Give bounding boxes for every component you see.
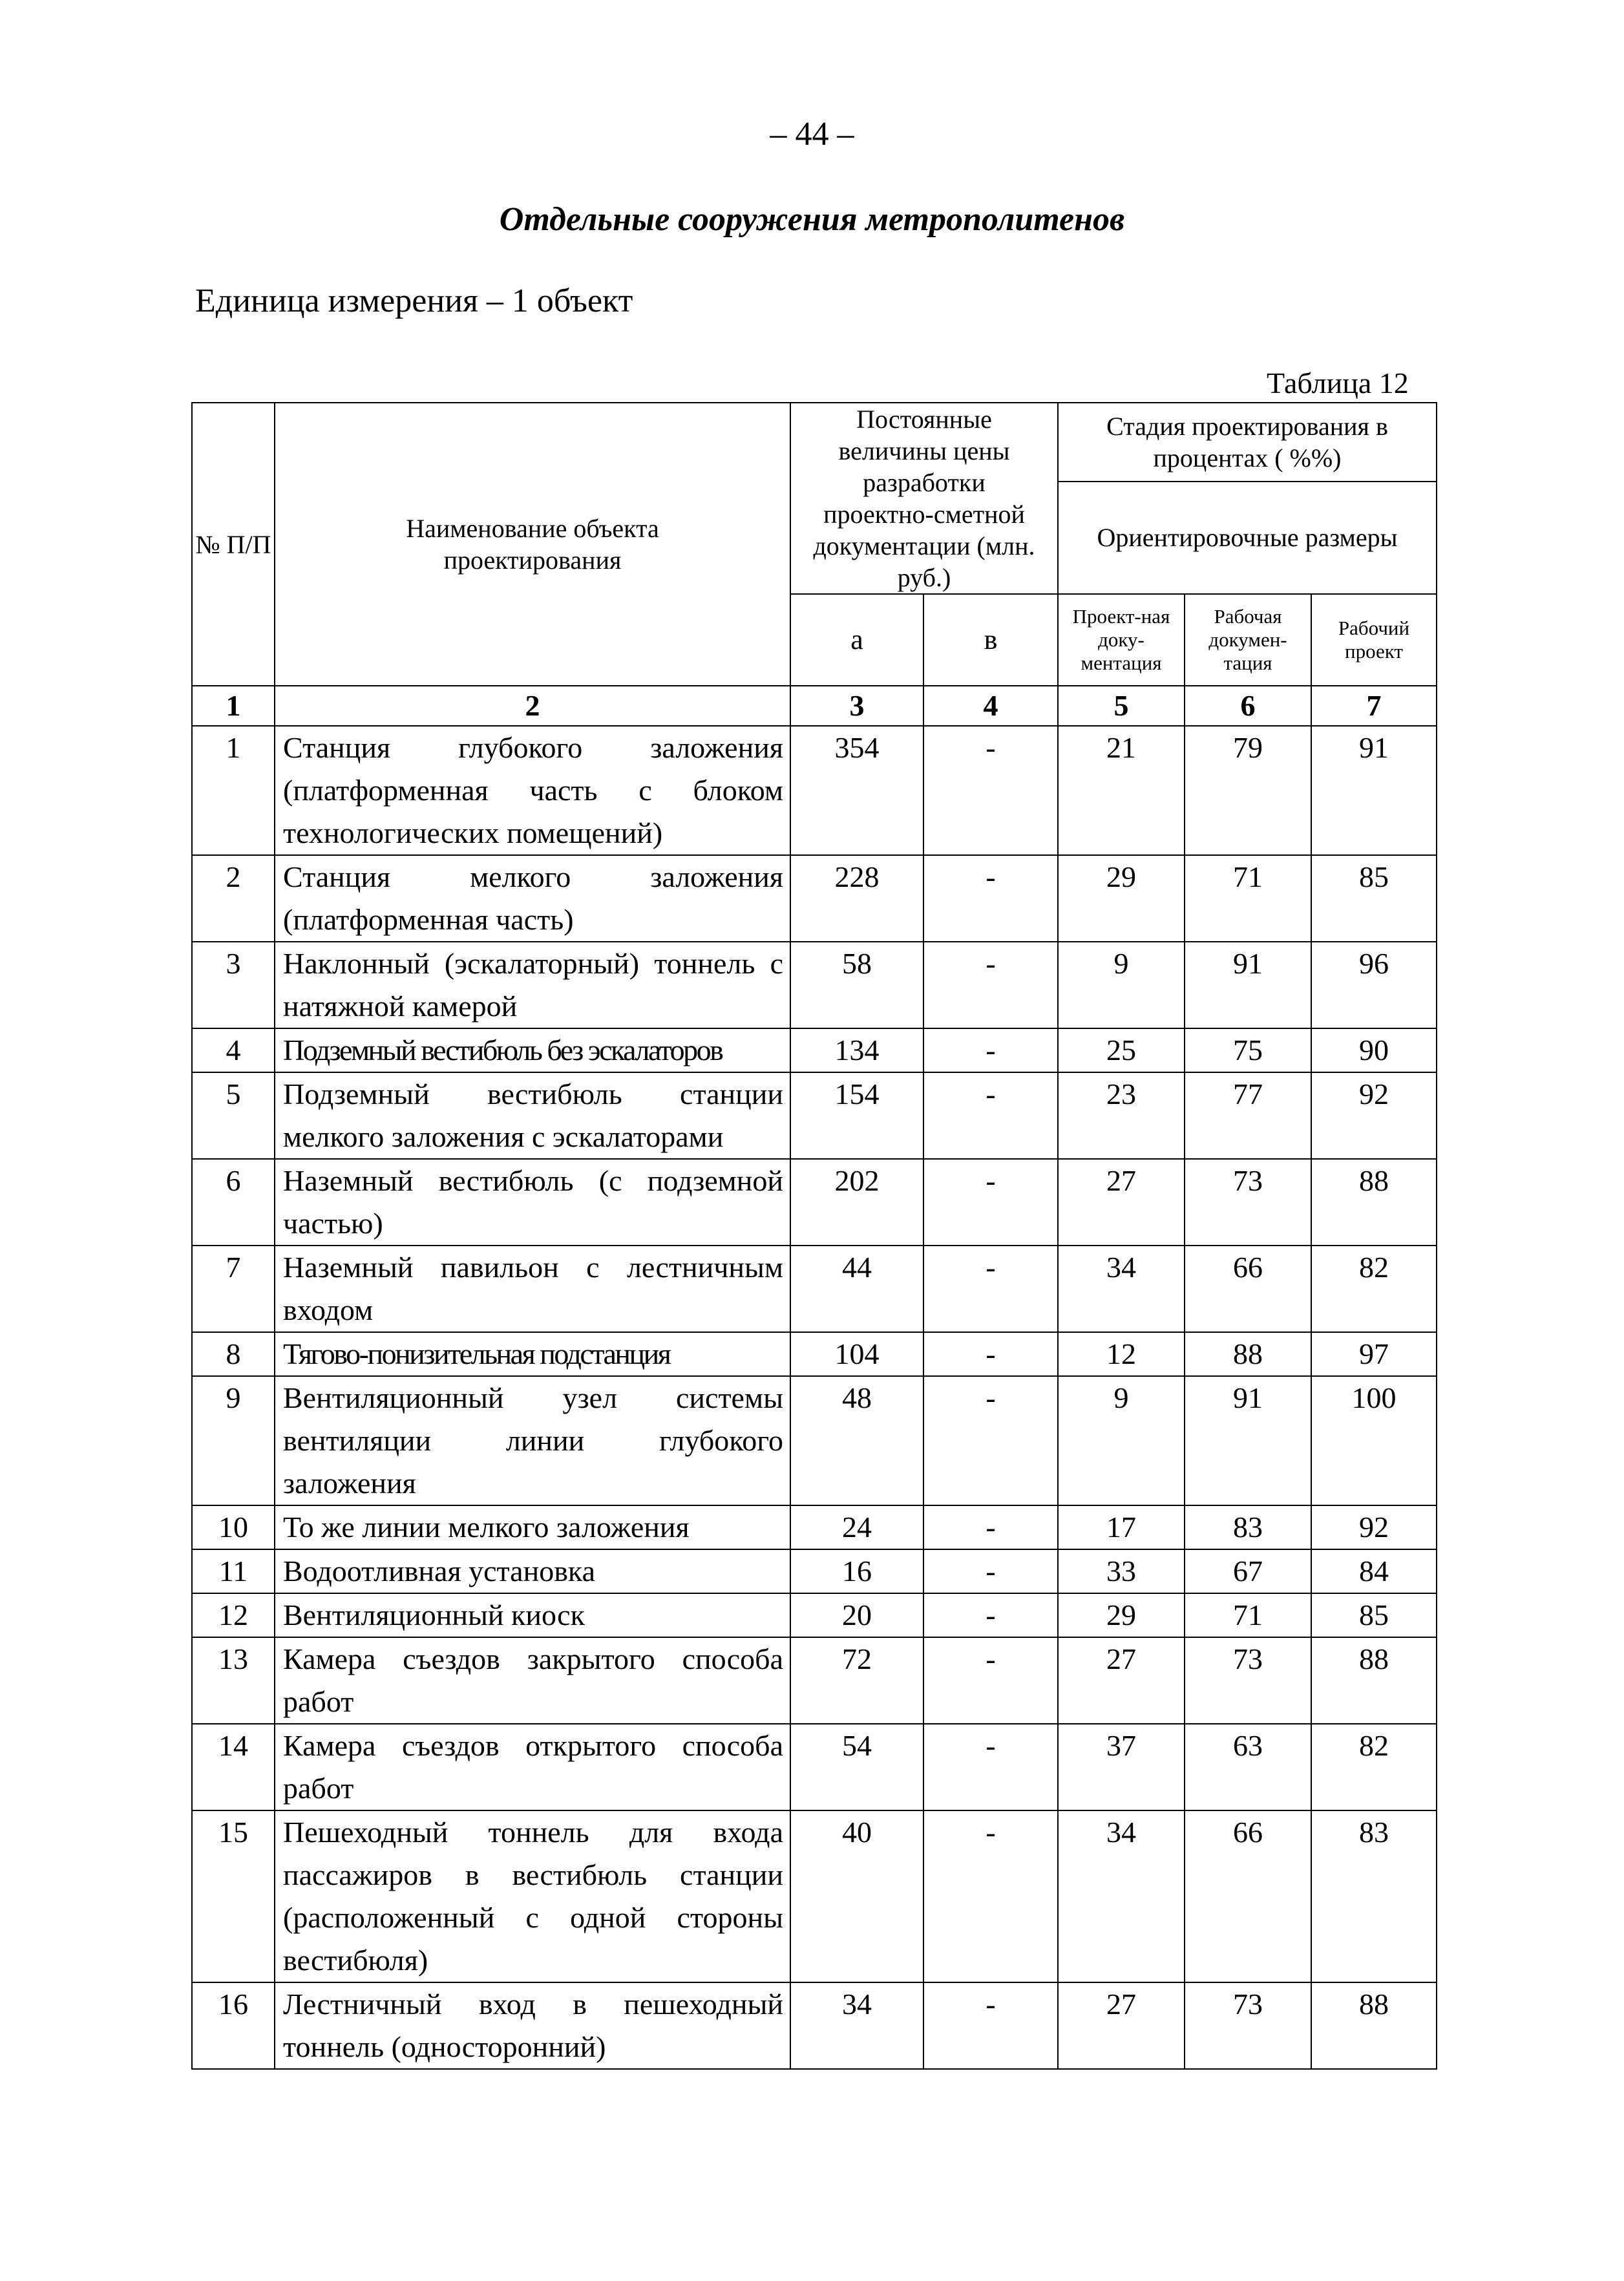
table-row — [192, 1246, 1437, 1332]
header-number: № П/П — [192, 403, 275, 686]
header-project-docs — [1058, 594, 1185, 686]
header-object-name — [275, 403, 790, 686]
value-v: - — [923, 726, 1058, 855]
object-name: Станция глубокого заложения (платформенная часть с блоком технологических помещений) — [275, 726, 790, 855]
value-working-docs: 83 — [1185, 1505, 1311, 1549]
value-project-docs: 27 — [1058, 1159, 1185, 1246]
value-working-project: 85 — [1311, 855, 1437, 942]
object-name: Пешеходный тоннель для входа пассажиров в вестибюль станции (расположенный с одной стороны вестибюля) — [275, 1810, 790, 1982]
value-project-docs: 34 — [1058, 1246, 1185, 1332]
table-row — [192, 1810, 1437, 1982]
value-a: 20 — [790, 1593, 923, 1637]
object-name: Наземный павильон с лестничным входом — [275, 1246, 790, 1332]
object-name: Наземный вестибюль (с подземной частью) — [275, 1159, 790, 1246]
object-name: Подземный вестибюль без эскалаторов — [275, 1028, 790, 1072]
row-number: 5 — [192, 1072, 275, 1159]
table-row — [192, 726, 1437, 855]
section-title: Отдельные сооружения метрополитенов — [499, 201, 1125, 238]
value-working-docs: 91 — [1185, 1376, 1311, 1505]
row-number: 14 — [192, 1724, 275, 1810]
value-working-project: 96 — [1311, 942, 1437, 1028]
table-row — [192, 1072, 1437, 1159]
column-number: 7 — [1311, 686, 1437, 726]
row-number: 15 — [192, 1810, 275, 1982]
header-col-v: в — [923, 594, 1058, 686]
table-row — [192, 1724, 1437, 1810]
table-row — [192, 942, 1437, 1028]
value-v: - — [923, 1332, 1058, 1376]
value-working-project: 91 — [1311, 726, 1437, 855]
value-project-docs: 34 — [1058, 1810, 1185, 1982]
value-working-docs: 88 — [1185, 1332, 1311, 1376]
object-name: Камера съездов открытого способа работ — [275, 1724, 790, 1810]
value-a: 24 — [790, 1505, 923, 1549]
value-v: - — [923, 1072, 1058, 1159]
header-col-a: а — [790, 594, 923, 686]
column-number: 5 — [1058, 686, 1185, 726]
value-a: 16 — [790, 1549, 923, 1593]
row-number: 9 — [192, 1376, 275, 1505]
object-name: Станция мелкого заложения (платформенная часть) — [275, 855, 790, 942]
value-working-docs: 67 — [1185, 1549, 1311, 1593]
value-a: 34 — [790, 1982, 923, 2069]
value-working-project: 84 — [1311, 1549, 1437, 1593]
design-cost-table — [191, 402, 1437, 2070]
value-project-docs: 9 — [1058, 942, 1185, 1028]
value-working-project: 97 — [1311, 1332, 1437, 1376]
value-project-docs: 27 — [1058, 1982, 1185, 2069]
object-name: Камера съездов закрытого способа работ — [275, 1637, 790, 1724]
header-constant-values — [790, 403, 1058, 594]
value-working-project: 88 — [1311, 1159, 1437, 1246]
value-working-docs: 73 — [1185, 1159, 1311, 1246]
value-working-project: 92 — [1311, 1072, 1437, 1159]
row-number: 13 — [192, 1637, 275, 1724]
value-working-project: 82 — [1311, 1246, 1437, 1332]
value-project-docs: 29 — [1058, 1593, 1185, 1637]
value-working-docs: 63 — [1185, 1724, 1311, 1810]
value-a: 354 — [790, 726, 923, 855]
value-project-docs: 33 — [1058, 1549, 1185, 1593]
value-project-docs: 12 — [1058, 1332, 1185, 1376]
value-working-project: 88 — [1311, 1637, 1437, 1724]
header-constant-values-text: Постоянные величины цены разработки проектно-сметной документации (млн. руб.) — [813, 405, 1035, 592]
value-v: - — [923, 855, 1058, 942]
value-working-project: 88 — [1311, 1982, 1437, 2069]
value-v: - — [923, 1246, 1058, 1332]
object-name: То же линии мелкого заложения — [275, 1505, 790, 1549]
row-number: 1 — [192, 726, 275, 855]
value-a: 48 — [790, 1376, 923, 1505]
value-project-docs: 25 — [1058, 1028, 1185, 1072]
value-a: 72 — [790, 1637, 923, 1724]
value-v: - — [923, 1982, 1058, 2069]
table-row — [192, 1593, 1437, 1637]
value-working-docs: 71 — [1185, 1593, 1311, 1637]
header-project-docs-text: Проект-ная доку-ментация — [1072, 605, 1170, 674]
value-working-docs: 75 — [1185, 1028, 1311, 1072]
value-project-docs: 9 — [1058, 1376, 1185, 1505]
value-working-project: 90 — [1311, 1028, 1437, 1072]
header-design-stage-text: Стадия проектирования в процентах ( %%) — [1106, 411, 1388, 472]
row-number: 12 — [192, 1593, 275, 1637]
column-number: 3 — [790, 686, 923, 726]
header-working-project — [1311, 594, 1437, 686]
value-v: - — [923, 942, 1058, 1028]
value-working-docs: 71 — [1185, 855, 1311, 942]
column-number: 1 — [192, 686, 275, 726]
page-number: – 44 – — [770, 116, 854, 153]
table-row — [192, 855, 1437, 942]
row-number: 16 — [192, 1982, 275, 2069]
column-number: 4 — [923, 686, 1058, 726]
object-name: Вентиляционный киоск — [275, 1593, 790, 1637]
table-row — [192, 1982, 1437, 2069]
header-approx-sizes: Ориентировочные размеры — [1058, 482, 1437, 594]
unit-of-measure: Единица измерения – 1 объект — [195, 282, 633, 319]
value-working-docs: 79 — [1185, 726, 1311, 855]
value-project-docs: 17 — [1058, 1505, 1185, 1549]
value-a: 44 — [790, 1246, 923, 1332]
value-v: - — [923, 1159, 1058, 1246]
row-number: 2 — [192, 855, 275, 942]
value-working-docs: 73 — [1185, 1637, 1311, 1724]
table-row — [192, 1637, 1437, 1724]
value-v: - — [923, 1549, 1058, 1593]
value-working-docs: 91 — [1185, 942, 1311, 1028]
table-row — [192, 1376, 1437, 1505]
row-number: 10 — [192, 1505, 275, 1549]
row-number: 4 — [192, 1028, 275, 1072]
object-name: Тягово-понизительная подстанция — [275, 1332, 790, 1376]
header-object-name-text: Наименование объекта проектирования — [406, 514, 659, 575]
table-label: Таблица 12 — [1267, 366, 1409, 399]
value-project-docs: 23 — [1058, 1072, 1185, 1159]
table-row — [192, 1549, 1437, 1593]
table-row — [192, 1332, 1437, 1376]
value-project-docs: 37 — [1058, 1724, 1185, 1810]
value-working-project: 85 — [1311, 1593, 1437, 1637]
column-number: 2 — [275, 686, 790, 726]
value-v: - — [923, 1505, 1058, 1549]
object-name: Подземный вестибюль станции мелкого заложения с эскалаторами — [275, 1072, 790, 1159]
value-a: 154 — [790, 1072, 923, 1159]
value-working-docs: 66 — [1185, 1246, 1311, 1332]
value-project-docs: 21 — [1058, 726, 1185, 855]
header-design-stage — [1058, 403, 1437, 482]
value-project-docs: 29 — [1058, 855, 1185, 942]
value-v: - — [923, 1637, 1058, 1724]
value-working-project: 82 — [1311, 1724, 1437, 1810]
object-name: Водоотливная установка — [275, 1549, 790, 1593]
value-v: - — [923, 1810, 1058, 1982]
header-working-project-text: Рабочий проект — [1338, 617, 1410, 663]
value-project-docs: 27 — [1058, 1637, 1185, 1724]
value-working-project: 92 — [1311, 1505, 1437, 1549]
row-number: 11 — [192, 1549, 275, 1593]
row-number: 7 — [192, 1246, 275, 1332]
row-number: 3 — [192, 942, 275, 1028]
value-v: - — [923, 1724, 1058, 1810]
object-name: Наклонный (эскалаторный) тоннель с натяжной камерой — [275, 942, 790, 1028]
value-v: - — [923, 1593, 1058, 1637]
value-a: 202 — [790, 1159, 923, 1246]
value-working-project: 100 — [1311, 1376, 1437, 1505]
header-working-docs — [1185, 594, 1311, 686]
value-v: - — [923, 1028, 1058, 1072]
object-name: Лестничный вход в пешеходный тоннель (односторонний) — [275, 1982, 790, 2069]
value-a: 40 — [790, 1810, 923, 1982]
column-number: 6 — [1185, 686, 1311, 726]
table-row — [192, 1028, 1437, 1072]
value-a: 104 — [790, 1332, 923, 1376]
value-working-docs: 73 — [1185, 1982, 1311, 2069]
value-a: 228 — [790, 855, 923, 942]
value-working-docs: 66 — [1185, 1810, 1311, 1982]
value-v: - — [923, 1376, 1058, 1505]
value-a: 134 — [790, 1028, 923, 1072]
header-working-docs-text: Рабочая докумен-тация — [1208, 605, 1287, 674]
row-number: 8 — [192, 1332, 275, 1376]
table-row — [192, 1159, 1437, 1246]
value-a: 54 — [790, 1724, 923, 1810]
object-name: Вентиляционный узел системы вентиляции линии глубокого заложения — [275, 1376, 790, 1505]
value-working-project: 83 — [1311, 1810, 1437, 1982]
table-row — [192, 1505, 1437, 1549]
value-a: 58 — [790, 942, 923, 1028]
value-working-docs: 77 — [1185, 1072, 1311, 1159]
row-number: 6 — [192, 1159, 275, 1246]
